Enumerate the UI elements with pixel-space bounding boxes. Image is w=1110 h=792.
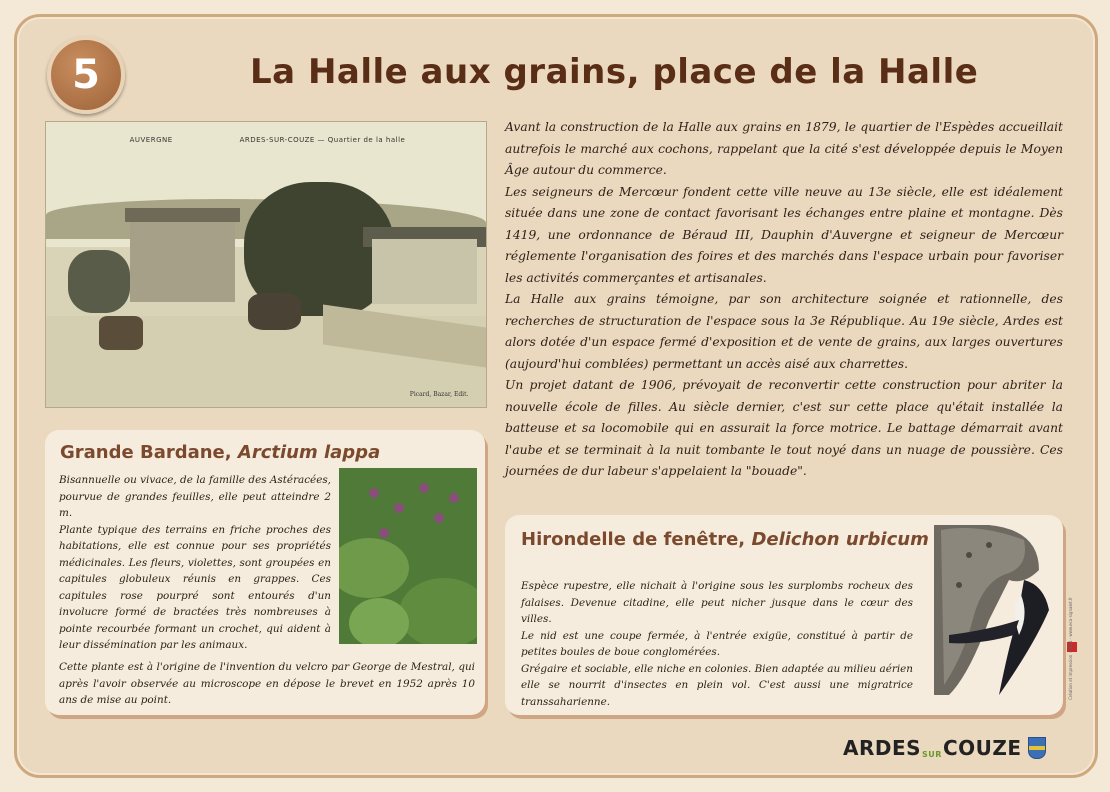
logo-text-sur: SUR bbox=[922, 749, 942, 759]
history-paragraph: Les seigneurs de Mercœur fondent cette ville neuve au 13e siècle, elle est idéalement située dans une zone de contact favorisant les échanges entre plaine et montagne. Dès 1419, une ordonnance de Béraud III, Dauphin d'Auvergne et seigneur de Mercœur réglemente l'organisation des foires et des marchés dans l'espace urbain pour favoriser les activités commerçantes et artisanales. bbox=[505, 184, 1063, 285]
logo-text-couze: COUZE bbox=[942, 736, 1022, 760]
bird-card-title bbox=[521, 529, 929, 550]
page-title: La Halle aux grains, place de la Halle bbox=[250, 52, 979, 92]
print-credit: Création et impression : 2024 - www.eco-signalet.fr bbox=[1068, 597, 1073, 700]
bird-paragraph: Espèce rupestre, elle nichait à l'origine sous les surplombs rocheux des falaises. Devenue citadine, elle peut nicher jusque dans le cœur des villes. bbox=[521, 580, 913, 625]
bird-paragraph: Grégaire et sociable, elle niche en colonies. Bien adaptée au milieu aérien elle se nourrit d'insectes en plein vol. C'est aussi une migratrice transsaharienne. bbox=[521, 662, 913, 708]
number-badge: 5 bbox=[47, 36, 125, 114]
plant-description bbox=[59, 472, 331, 654]
plant-paragraph: Cette plante est à l'origine de l'invention du velcro par George de Mestral, qui après l'avoir observée au microscope en dépose le brevet en 1952 après 10 ans de mise au point. bbox=[59, 661, 475, 706]
plant-info-card bbox=[45, 430, 485, 715]
coat-of-arms-icon bbox=[1028, 737, 1046, 759]
ardes-sur-couze-logo bbox=[843, 736, 1046, 760]
swallow-illustration bbox=[929, 525, 1054, 695]
plant-common-name: Grande Bardane, bbox=[60, 442, 232, 463]
bird-latin-name: Delichon urbicum bbox=[751, 529, 929, 550]
plant-latin-name: Arctium lappa bbox=[237, 442, 381, 463]
photo-editor-credit: Picard, Bazar, Edit. bbox=[409, 391, 469, 399]
history-paragraph: Un projet datant de 1906, prévoyait de reconvertir cette construction pour abriter la nouvelle école de filles. Au siècle dernier, c'est sur cette place qu'était installée la batteuse et sa locomobile qui en assurait la force motrice. Le battage démarrait avant l'aube et se terminait à la nuit tombante le tout noyé dans un nuage de poussière. Ces journées de dur labeur s'appelaient la "bouade". bbox=[505, 378, 1063, 478]
main-history-text bbox=[505, 117, 1063, 483]
bird-description bbox=[521, 578, 913, 710]
plant-velcro-note bbox=[59, 659, 475, 709]
historic-postcard-photo bbox=[45, 121, 487, 408]
history-paragraph: La Halle aux grains témoigne, par son architecture soignée et rationnelle, des recherches de structuration de l'espace sous la 3e République. Au 19e siècle, Ardes est alors dotée d'un espace fermé d'exposition et de vente de grains, aux larges ouvertures (aujourd'hui comblées) permettant un accès aisé aux charrettes. bbox=[505, 292, 1063, 371]
bird-paragraph: Le nid est une coupe fermée, à l'entrée exigüe, constitué à partir de petites boules de boue conglomérées. bbox=[521, 629, 913, 658]
plant-paragraph: Plante typique des terrains en friche proches des habitations, elle est connue pour ses propriétés médicinales. Les fleurs, violettes, sont groupées en capitules globuleux réunis en grappes. Ces capitules rose pourpré sont entourés d'un involucre formé de bractées très nombreuses à pointe recourbée formant un crochet, qui aident à leur dissémination par les animaux. bbox=[59, 523, 331, 651]
burdock-photo bbox=[339, 468, 477, 644]
logo-text-ardes: ARDES bbox=[843, 736, 922, 760]
photo-caption-right: ARDES-SUR-COUZE — Quartier de la halle bbox=[239, 136, 406, 145]
bird-common-name: Hirondelle de fenêtre, bbox=[521, 529, 746, 550]
history-paragraph: Avant la construction de la Halle aux grains en 1879, le quartier de l'Espèdes accueillait autrefois le marché aux cochons, rappelant que la cité s'est développée depuis le Moyen Âge autour du commerce. bbox=[505, 120, 1063, 177]
bird-info-card bbox=[505, 515, 1063, 715]
plant-card-title bbox=[60, 442, 380, 463]
plant-paragraph: Bisannuelle ou vivace, de la famille des Astéracées, pourvue de grandes feuilles, elle peut atteindre 2 m. bbox=[59, 474, 331, 519]
photo-caption-left: AUVERGNE bbox=[129, 136, 173, 145]
